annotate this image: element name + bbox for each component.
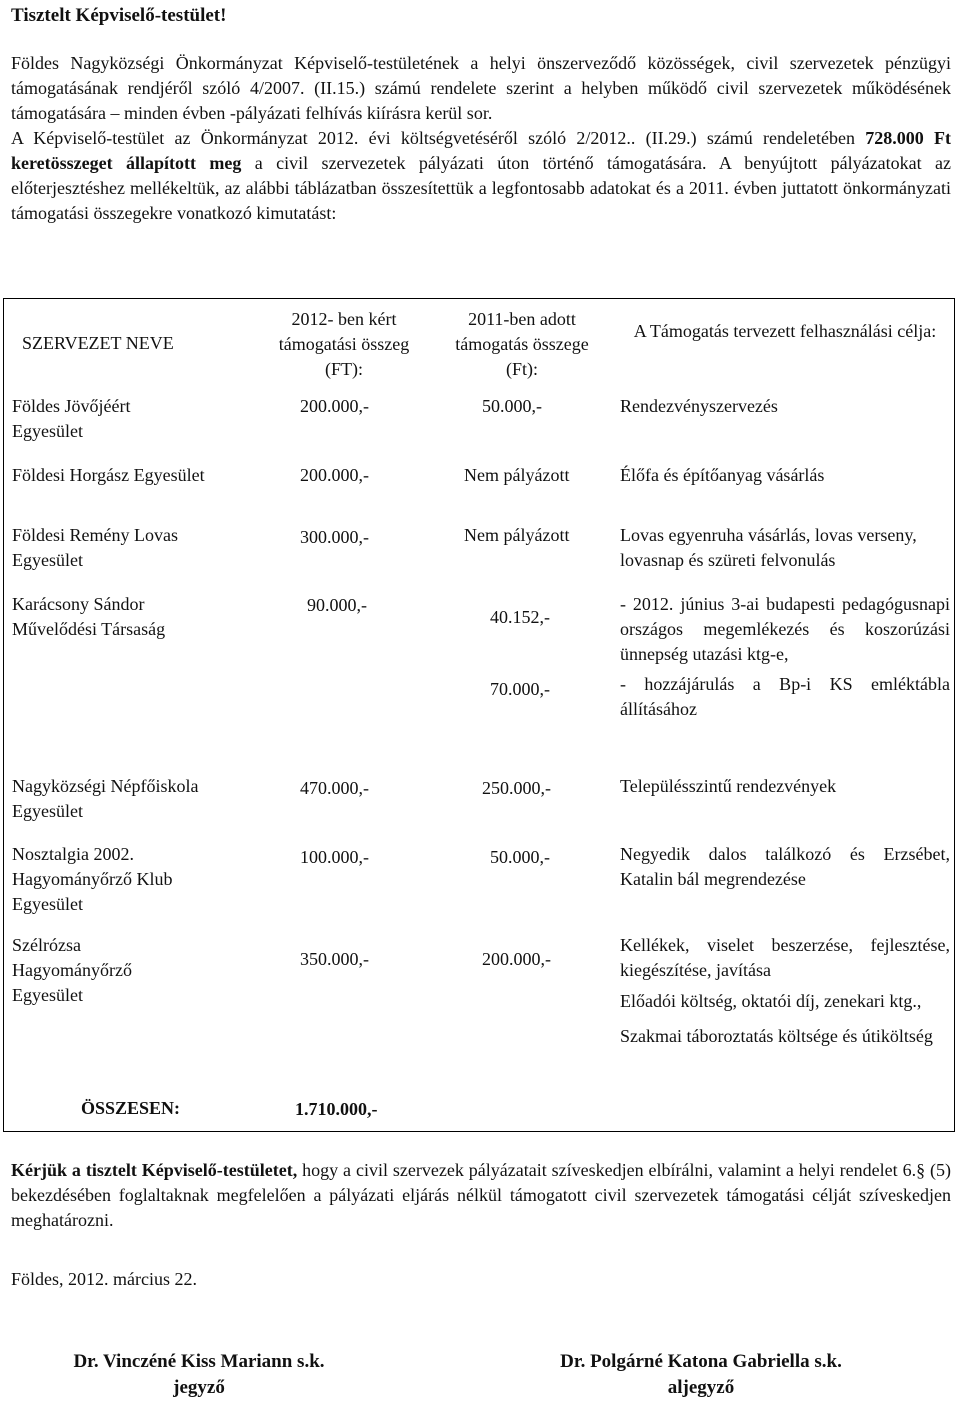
row-1-given: 50.000,- (482, 396, 542, 416)
signature-deputy-notary (516, 1349, 886, 1401)
row-4-given-2: 70.000,- (490, 679, 550, 699)
row-2-purpose: Élőfa és építőanyag vásárlás (620, 465, 825, 485)
intro-paragraph-2 (11, 126, 951, 226)
row-6-requested: 100.000,- (300, 847, 369, 867)
row-6-given: 50.000,- (490, 847, 550, 867)
signature-deputy-name: Dr. Polgárné Katona Gabriella s.k. (560, 1351, 842, 1372)
row-3-purpose: Lovas egyenruha vásárlás, lovas verseny, lovasnap és szüreti felvonulás (620, 525, 917, 570)
row-4-purpose: - 2012. június 3-ai budapesti pedagógusnapi országos megemlékezés és koszorúzási ünnepség utazási ktg-e, (620, 594, 950, 664)
salutation: Tisztelt Képviselő-testület! (11, 5, 227, 26)
intro-paragraph-1: Földes Nagyközségi Önkormányzat Képviselő-testületének a helyi önszerveződő közösségek, civil szervezetek pénzügyi támogatásának rendjéről szóló 4/2007. (II.15.) számú rendelete szerint a helyben működő civil szervezetek működésének támogatására – minden évben -pályázati felhívás kiírásra kerül sor. (11, 53, 951, 123)
row-6-purpose: Negyedik dalos találkozó és Erzsébet, Katalin bál megrendezése (620, 844, 950, 889)
document-date: Földes, 2012. március 22. (11, 1269, 197, 1289)
row-2-name: Földesi Horgász Egyesület (12, 465, 205, 485)
header-given: 2011-ben adott támogatás összege (Ft): (455, 309, 589, 379)
intro-text (11, 51, 951, 226)
support-table (3, 298, 955, 1132)
row-7-requested: 350.000,- (300, 949, 369, 969)
signature-notary-name: Dr. Vinczéné Kiss Mariann s.k. (73, 1351, 325, 1372)
row-4-requested: 90.000,- (307, 595, 367, 615)
total-value: 1.710.000,- (295, 1099, 378, 1119)
closing-text (11, 1158, 951, 1233)
header-requested: 2012- ben kért támogatási összeg (FT): (278, 309, 410, 379)
header-purpose: A Támogatás tervezett felhasználási célja: (633, 321, 937, 341)
signature-notary-title: jegyző (173, 1377, 225, 1398)
row-4-given: 40.152,- (490, 607, 550, 627)
row-3-name: Földesi Remény Lovas Egyesület (12, 525, 178, 570)
row-2-requested: 200.000,- (300, 465, 369, 485)
row-3-requested: 300.000,- (300, 527, 369, 547)
closing-rest: hogy a civil szervezek pályázatait szíveskedjen elbírálni, valamint a helyi rendelet 6.§ (5) bekezdésében foglaltaknak megfelelően a pályázati eljárás nélkül támogatott civil szervezetek támogatási célját szíveskedjen meghatározni. (11, 1160, 951, 1230)
row-3-given: Nem pályázott (464, 525, 570, 545)
row-4-purpose-2: - hozzájárulás a Bp-i KS emléktábla állításához (620, 674, 950, 719)
signature-notary (49, 1349, 349, 1401)
intro-p2-end: a civil szervezetek pályázati úton történő támogatására. A benyújtott pályázatokat az előterjesztéshez mellékeltük, az alábbi táblázatban összesítettük a legfontosabb adatokat és a 2011. évben juttatott önkormányzati támogatási összegekre vonatkozó kimutatást: (11, 153, 951, 223)
row-1-purpose: Rendezvényszervezés (620, 396, 778, 416)
row-5-given: 250.000,- (482, 778, 551, 798)
row-7-name: Szélrózsa Hagyományőrző Egyesület (12, 935, 132, 1005)
row-1-name: Földes Jövőjéért Egyesület (12, 396, 131, 441)
row-5-requested: 470.000,- (300, 778, 369, 798)
header-name: SZERVEZET NEVE (22, 333, 174, 353)
row-7-purpose: Kellékek, viselet beszerzése, fejlesztése, kiegészítése, javítása (620, 935, 950, 980)
row-7-given: 200.000,- (482, 949, 551, 969)
budget-amount: 728.000 Ft keretösszeget állapított meg (11, 128, 951, 173)
closing-request: Kérjük a tisztelt Képviselő-testületet, (11, 1160, 298, 1180)
row-7-purpose-3: Szakmai táboroztatás költsége és útiköltség (620, 1026, 933, 1046)
total-label: ÖSSZESEN: (81, 1098, 181, 1118)
row-4-name: Karácsony Sándor Művelődési Társaság (12, 594, 166, 639)
row-2-given: Nem pályázott (464, 465, 570, 485)
row-6-name: Nosztalgia 2002. Hagyományőrző Klub Egyesület (12, 844, 173, 914)
closing-paragraph (11, 1158, 951, 1233)
signature-deputy-title: aljegyző (667, 1377, 735, 1398)
intro-p2-start: A Képviselő-testület az Önkormányzat 2012. évi költségvetéséről szóló 2/2012.. (II.29.) számú rendeletében (11, 128, 866, 148)
row-7-purpose-2: Előadói költség, oktatói díj, zenekari ktg., (620, 991, 922, 1011)
row-5-name: Nagyközségi Népfőiskola Egyesület (12, 776, 199, 821)
row-5-purpose: Településszintű rendezvények (620, 776, 837, 796)
row-1-requested: 200.000,- (300, 396, 369, 416)
